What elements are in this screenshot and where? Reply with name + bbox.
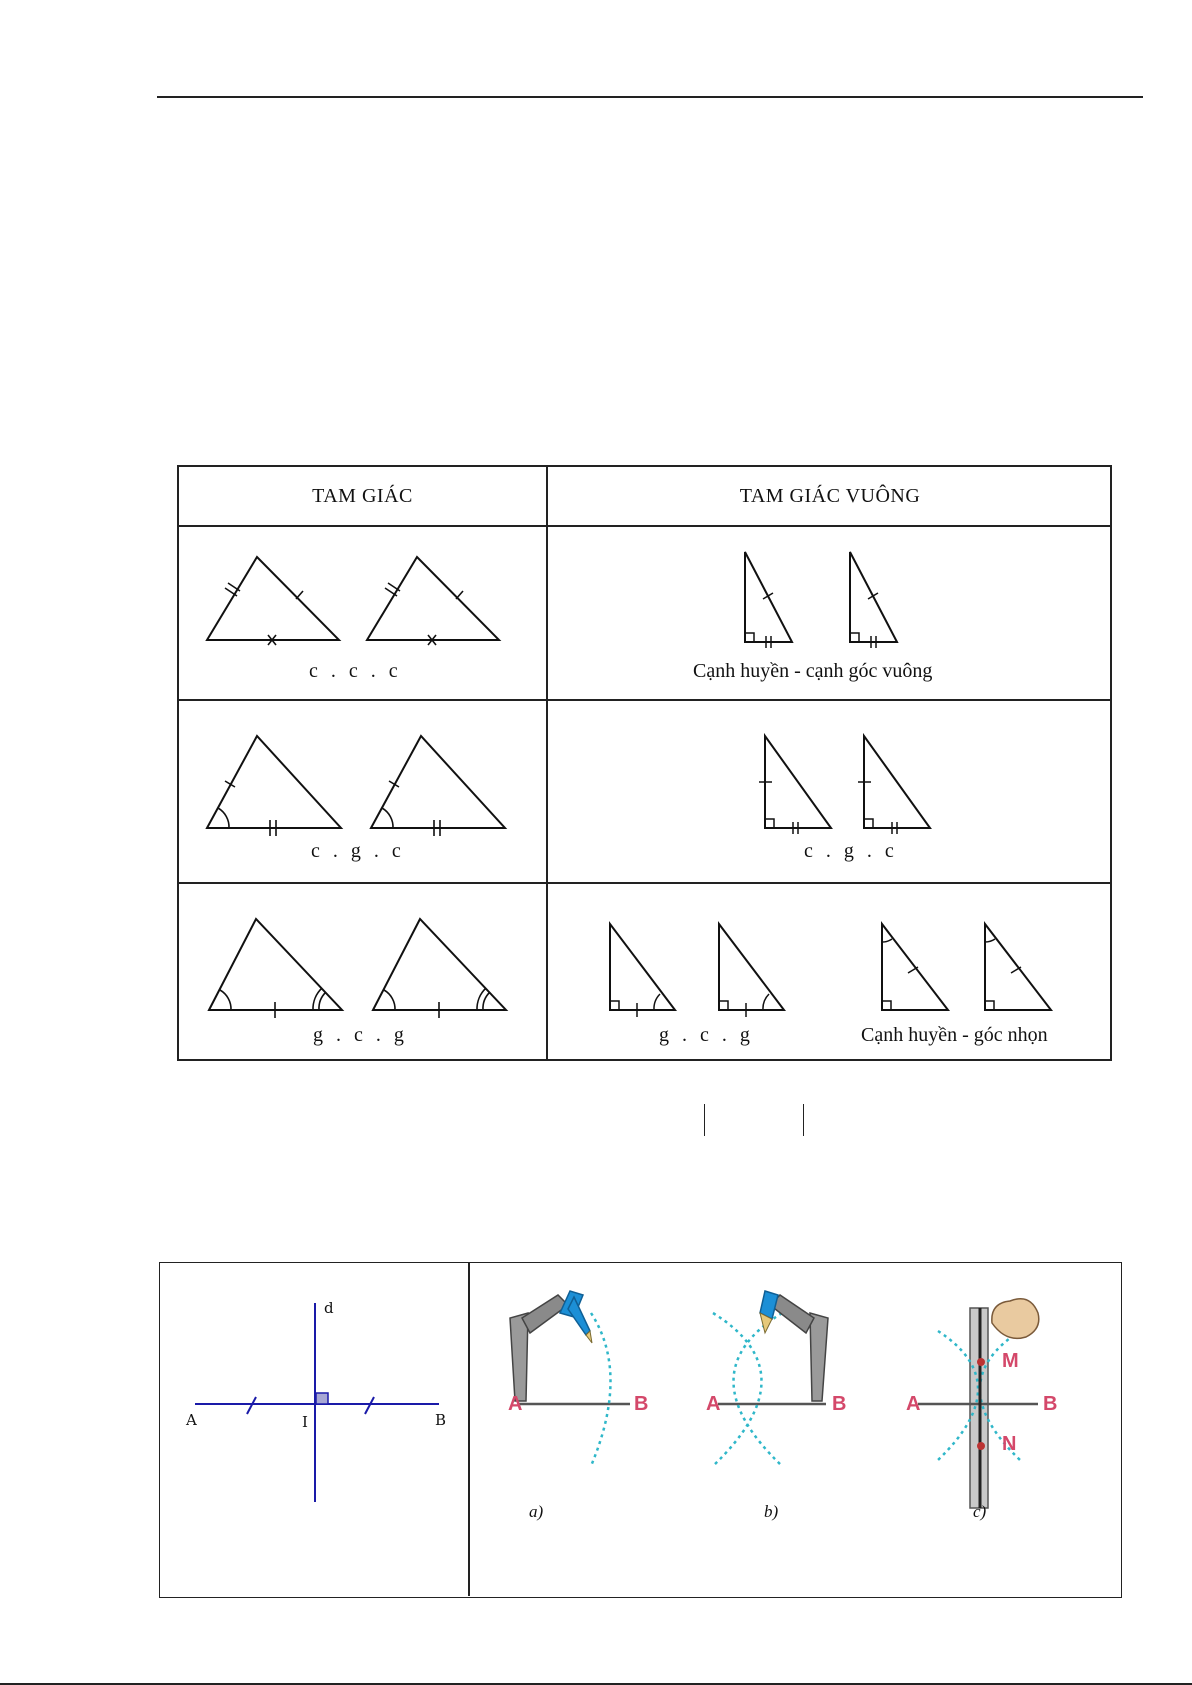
header-right-triangle: TAM GIÁC VUÔNG — [739, 484, 921, 507]
label-i: I — [302, 1413, 308, 1431]
top-rule — [157, 96, 1143, 98]
caption-cgc-left: c . g . c — [311, 840, 405, 862]
step-c-point-n: N — [1002, 1433, 1017, 1455]
step-c-point-b: B — [1043, 1393, 1058, 1415]
step-c-label: c) — [973, 1502, 987, 1521]
step-a-label: a) — [529, 1502, 544, 1521]
caption-gcg-right: g . c . g — [659, 1024, 754, 1046]
step-b-label: b) — [764, 1502, 779, 1521]
bisector-figure — [160, 1263, 468, 1596]
caption-hypotenuse-leg: Cạnh huyền - cạnh góc vuông — [693, 660, 933, 682]
caption-hypotenuse-acute: Cạnh huyền - góc nhọn — [861, 1024, 1048, 1046]
caption-ccc: c . c . c — [309, 660, 402, 682]
step-a-point-a: A — [508, 1393, 523, 1415]
caption-cgc-right: c . g . c — [804, 840, 898, 862]
step-a-point-b: B — [634, 1393, 649, 1415]
label-b: B — [435, 1411, 447, 1429]
step-b-point-a: A — [706, 1393, 721, 1415]
step-c-point-a: A — [906, 1393, 921, 1415]
perpendicular-bisector-table — [159, 1262, 1122, 1598]
header-triangle: TAM GIÁC — [312, 484, 413, 507]
congruence-table — [177, 465, 1112, 1061]
text-cursor-mark — [803, 1104, 804, 1136]
label-a: A — [186, 1411, 197, 1429]
caption-gcg-left: g . c . g — [313, 1024, 408, 1046]
text-cursor-mark — [704, 1104, 705, 1136]
step-b-point-b: B — [832, 1393, 847, 1415]
compass-construction — [470, 1263, 1121, 1596]
step-c-point-m: M — [1002, 1350, 1019, 1372]
label-d: d — [324, 1299, 334, 1317]
